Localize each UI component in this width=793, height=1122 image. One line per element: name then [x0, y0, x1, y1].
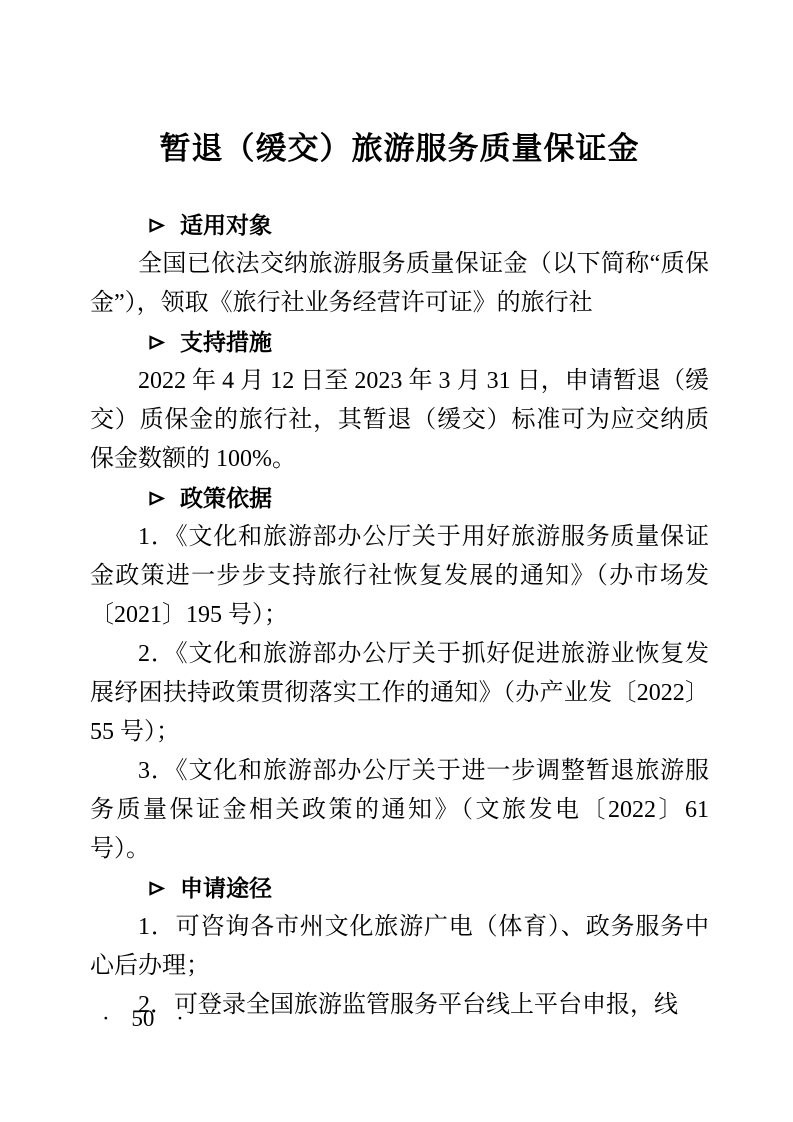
section-heading-applicable-targets	[90, 206, 709, 245]
section-heading-policy-basis	[90, 479, 709, 518]
paragraph: 3．《文化和旅游部办公厅关于进一步调整暂退旅游服务质量保证金相关政策的通知》（文旅发电〔2022〕61 号）。	[90, 758, 709, 862]
page-title: 暂退（缓交）旅游服务质量保证金	[159, 131, 640, 166]
document-body	[90, 206, 709, 1025]
section-heading-label: 支持措施	[180, 329, 272, 355]
paragraph: 2．《文化和旅游部办公厅关于抓好促进旅游业恢复发展纾困扶持政策贯彻落实工作的通知》（办产业发〔2022〕55 号）；	[90, 641, 709, 745]
paragraph: 2022 年 4 月 12 日至 2023 年 3 月 31 日，申请暂退（缓交）质保金的旅行社，其暂退（缓交）标准可为应交纳质保金数额的 100%。	[90, 368, 709, 472]
page-number: · 50 ·	[102, 1006, 184, 1031]
arrow-bullet-icon	[148, 217, 165, 234]
section-heading-label: 政策依据	[180, 485, 272, 511]
arrow-bullet-icon	[148, 490, 165, 507]
arrow-bullet-icon	[148, 880, 165, 897]
section-heading-application-channels	[90, 869, 709, 908]
paragraph: 1．可咨询各市州文化旅游广电（体育）、政务服务中心后办理；	[90, 914, 709, 979]
paragraph: 2．可登录全国旅游监管服务平台线上平台申报，线	[138, 992, 678, 1018]
arrow-bullet-icon	[148, 334, 165, 351]
paragraph: 全国已依法交纳旅游服务质量保证金（以下简称“质保金”），领取《旅行社业务经营许可证》的旅行社	[90, 251, 709, 316]
section-heading-label: 适用对象	[180, 212, 272, 238]
section-heading-support-measures	[90, 323, 709, 362]
section-heading-label: 申请途径	[180, 875, 272, 901]
paragraph: 1．《文化和旅游部办公厅关于用好旅游服务质量保证金政策进一步步支持旅行社恢复发展的通知》（办市场发〔2021〕195 号）；	[90, 524, 709, 628]
